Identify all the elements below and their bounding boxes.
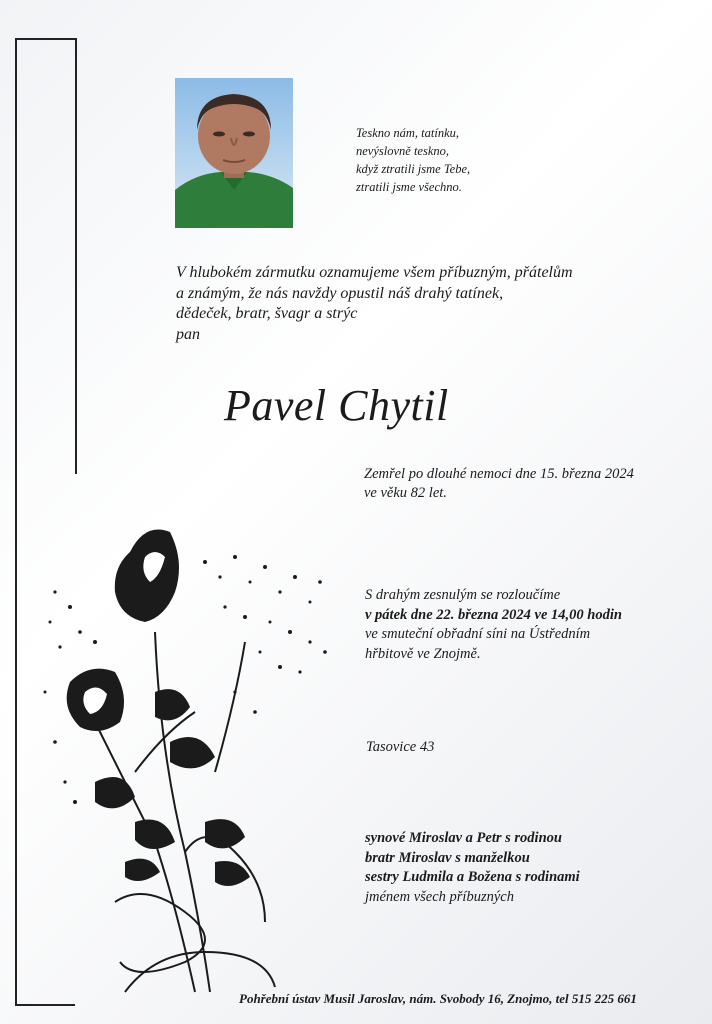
portrait-photo <box>175 78 293 228</box>
farewell-line: S drahým zesnulým se rozloučíme <box>365 587 561 603</box>
mourner-line: jménem všech příbuzných <box>365 888 514 905</box>
farewell-line: hřbitově ve Znojmě. <box>365 645 481 662</box>
decorative-frame-inner-line <box>75 38 77 474</box>
farewell-line: ve smuteční obřadní síni na Ústředním <box>365 626 591 642</box>
intro-line: a známým, že nás navždy opustil náš drahý tatínek, <box>176 284 504 302</box>
mourner-line: bratr Miroslav s manželkou <box>365 849 530 866</box>
rose-illustration <box>35 522 340 1002</box>
poem-line: Teskno nám, tatínku, <box>356 126 460 140</box>
poem-line: když ztratili jsme Tebe, <box>356 162 471 176</box>
poem-line: ztratili jsme všechno. <box>356 180 462 194</box>
announcement-intro <box>176 263 573 345</box>
death-line: ve věku 82 let. <box>364 485 447 501</box>
poem-line: nevýslovně teskno, <box>356 144 450 158</box>
deceased-name: Pavel Chytil <box>224 381 449 430</box>
mourner-line: synové Miroslav a Petr s rodinou <box>365 830 562 846</box>
farewell-details <box>365 586 622 664</box>
mourner-line: sestry Ludmila a Božena s rodinami <box>365 869 580 885</box>
mourners-list <box>365 829 580 907</box>
death-line: Zemřel po dlouhé nemoci dne 15. března 2024 <box>364 466 634 482</box>
memorial-poem <box>356 124 470 196</box>
funeral-home-footer: Pohřební ústav Musil Jaroslav, nám. Svobody 16, Znojmo, tel 515 225 661 <box>239 991 637 1006</box>
death-details <box>364 465 634 503</box>
intro-line: V hlubokém zármutku oznamujeme všem příbuzným, přátelům <box>176 264 573 281</box>
intro-line: pan <box>176 325 200 343</box>
farewell-date-time: v pátek dne 22. března 2024 ve 14,00 hodin <box>365 606 622 623</box>
family-address: Tasovice 43 <box>366 739 435 755</box>
intro-line: dědeček, bratr, švagr a strýc <box>176 305 358 322</box>
